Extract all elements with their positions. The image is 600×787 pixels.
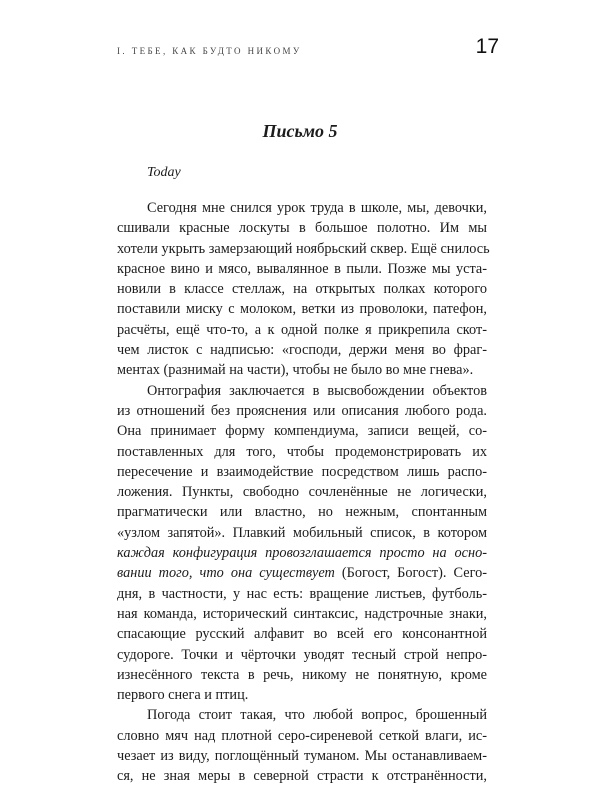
- text-line: чем листок с надписью: «господи, держи меня во фраг-: [117, 342, 487, 359]
- text-line: ся, не зная меры в северной страсти к отстранённости,: [117, 768, 487, 785]
- text-line: новили в классе стеллаж, на открытых полках которого: [117, 281, 487, 298]
- paragraph: [117, 705, 487, 786]
- text-line: судороге. Точки и чёрточки уводят тесный строй непро-: [117, 646, 487, 663]
- text-line: хотели укрыть замерзающий ноябрьский сквер. Ещё снилось: [117, 240, 490, 257]
- text-line: расчёты, ещё что-то, а к одной полке я прикрепила скот-: [117, 321, 487, 338]
- text-line: [117, 543, 487, 563]
- text-line: чезает из виду, поглощённый туманом. Мы останавливаем-: [117, 748, 487, 765]
- epigraph: Today: [147, 165, 181, 180]
- italic-text: вании того, что она существует: [117, 565, 335, 582]
- text-line: [117, 563, 487, 583]
- text-line: Погода стоит такая, что любой вопрос, брошенный: [147, 707, 487, 724]
- text-line: красное вино и мясо, вывалянное в пыли. Позже мы уста-: [117, 260, 487, 277]
- text-line: пересечение и взаимодействие посредством лишь распо-: [117, 463, 487, 480]
- body-text: [117, 198, 490, 787]
- text-line: поставленных для того, чтобы продемонстрировать их: [117, 443, 487, 460]
- text-line: дня, в частности, у нас есть: вращение листьев, футболь-: [117, 585, 487, 602]
- text-line: первого снега и птиц.: [117, 687, 249, 704]
- paragraph: [117, 198, 490, 381]
- running-head: I. ТЕБЕ, КАК БУДТО НИКОМУ: [117, 46, 302, 56]
- text-line: сшивали красные лоскуты в большое полотно. Им мы: [117, 220, 487, 237]
- chapter-title: Письмо 5: [262, 121, 338, 141]
- page-number: 17: [475, 35, 499, 58]
- text-line: поставили миску с молоком, ветки из проволоки, патефон,: [117, 301, 487, 318]
- text-line: изнесённого текста в речь, никому не понятную, кроме: [117, 666, 487, 683]
- paragraph: [117, 381, 487, 706]
- text-line: ная команда, исторический синтаксис, надстрочные знаки,: [117, 605, 487, 622]
- text-line: Сегодня мне снился урок труда в школе, мы, девочки,: [147, 200, 487, 216]
- text-line: Онтография заключается в высвобождении объектов: [147, 382, 487, 399]
- text-segment: (Богост, Богост). Сего-: [334, 565, 487, 582]
- text-line: ложения. Пункты, свободно сочленённые не логически,: [117, 484, 487, 501]
- italic-text: каждая конфигурация провозглашается просто на осно-: [117, 545, 487, 562]
- text-line: ментах (разнимай на части), чтобы не было во мне гнева».: [117, 362, 474, 379]
- text-line: Она принимает форму компендиума, записи вещей, со-: [117, 423, 487, 440]
- text-line: прагматически или властно, но нежным, спонтанным: [117, 504, 487, 521]
- text-line: словно мяч над плотной серо-сиреневой сеткой влаги, ис-: [117, 727, 487, 744]
- text-line: «узлом запятой». Плавкий мобильный список, в котором: [117, 524, 487, 541]
- text-line: спасающие русский алфавит во всей его консонантной: [117, 626, 487, 643]
- text-line: из отношений без прояснения или описания любого рода.: [117, 402, 487, 419]
